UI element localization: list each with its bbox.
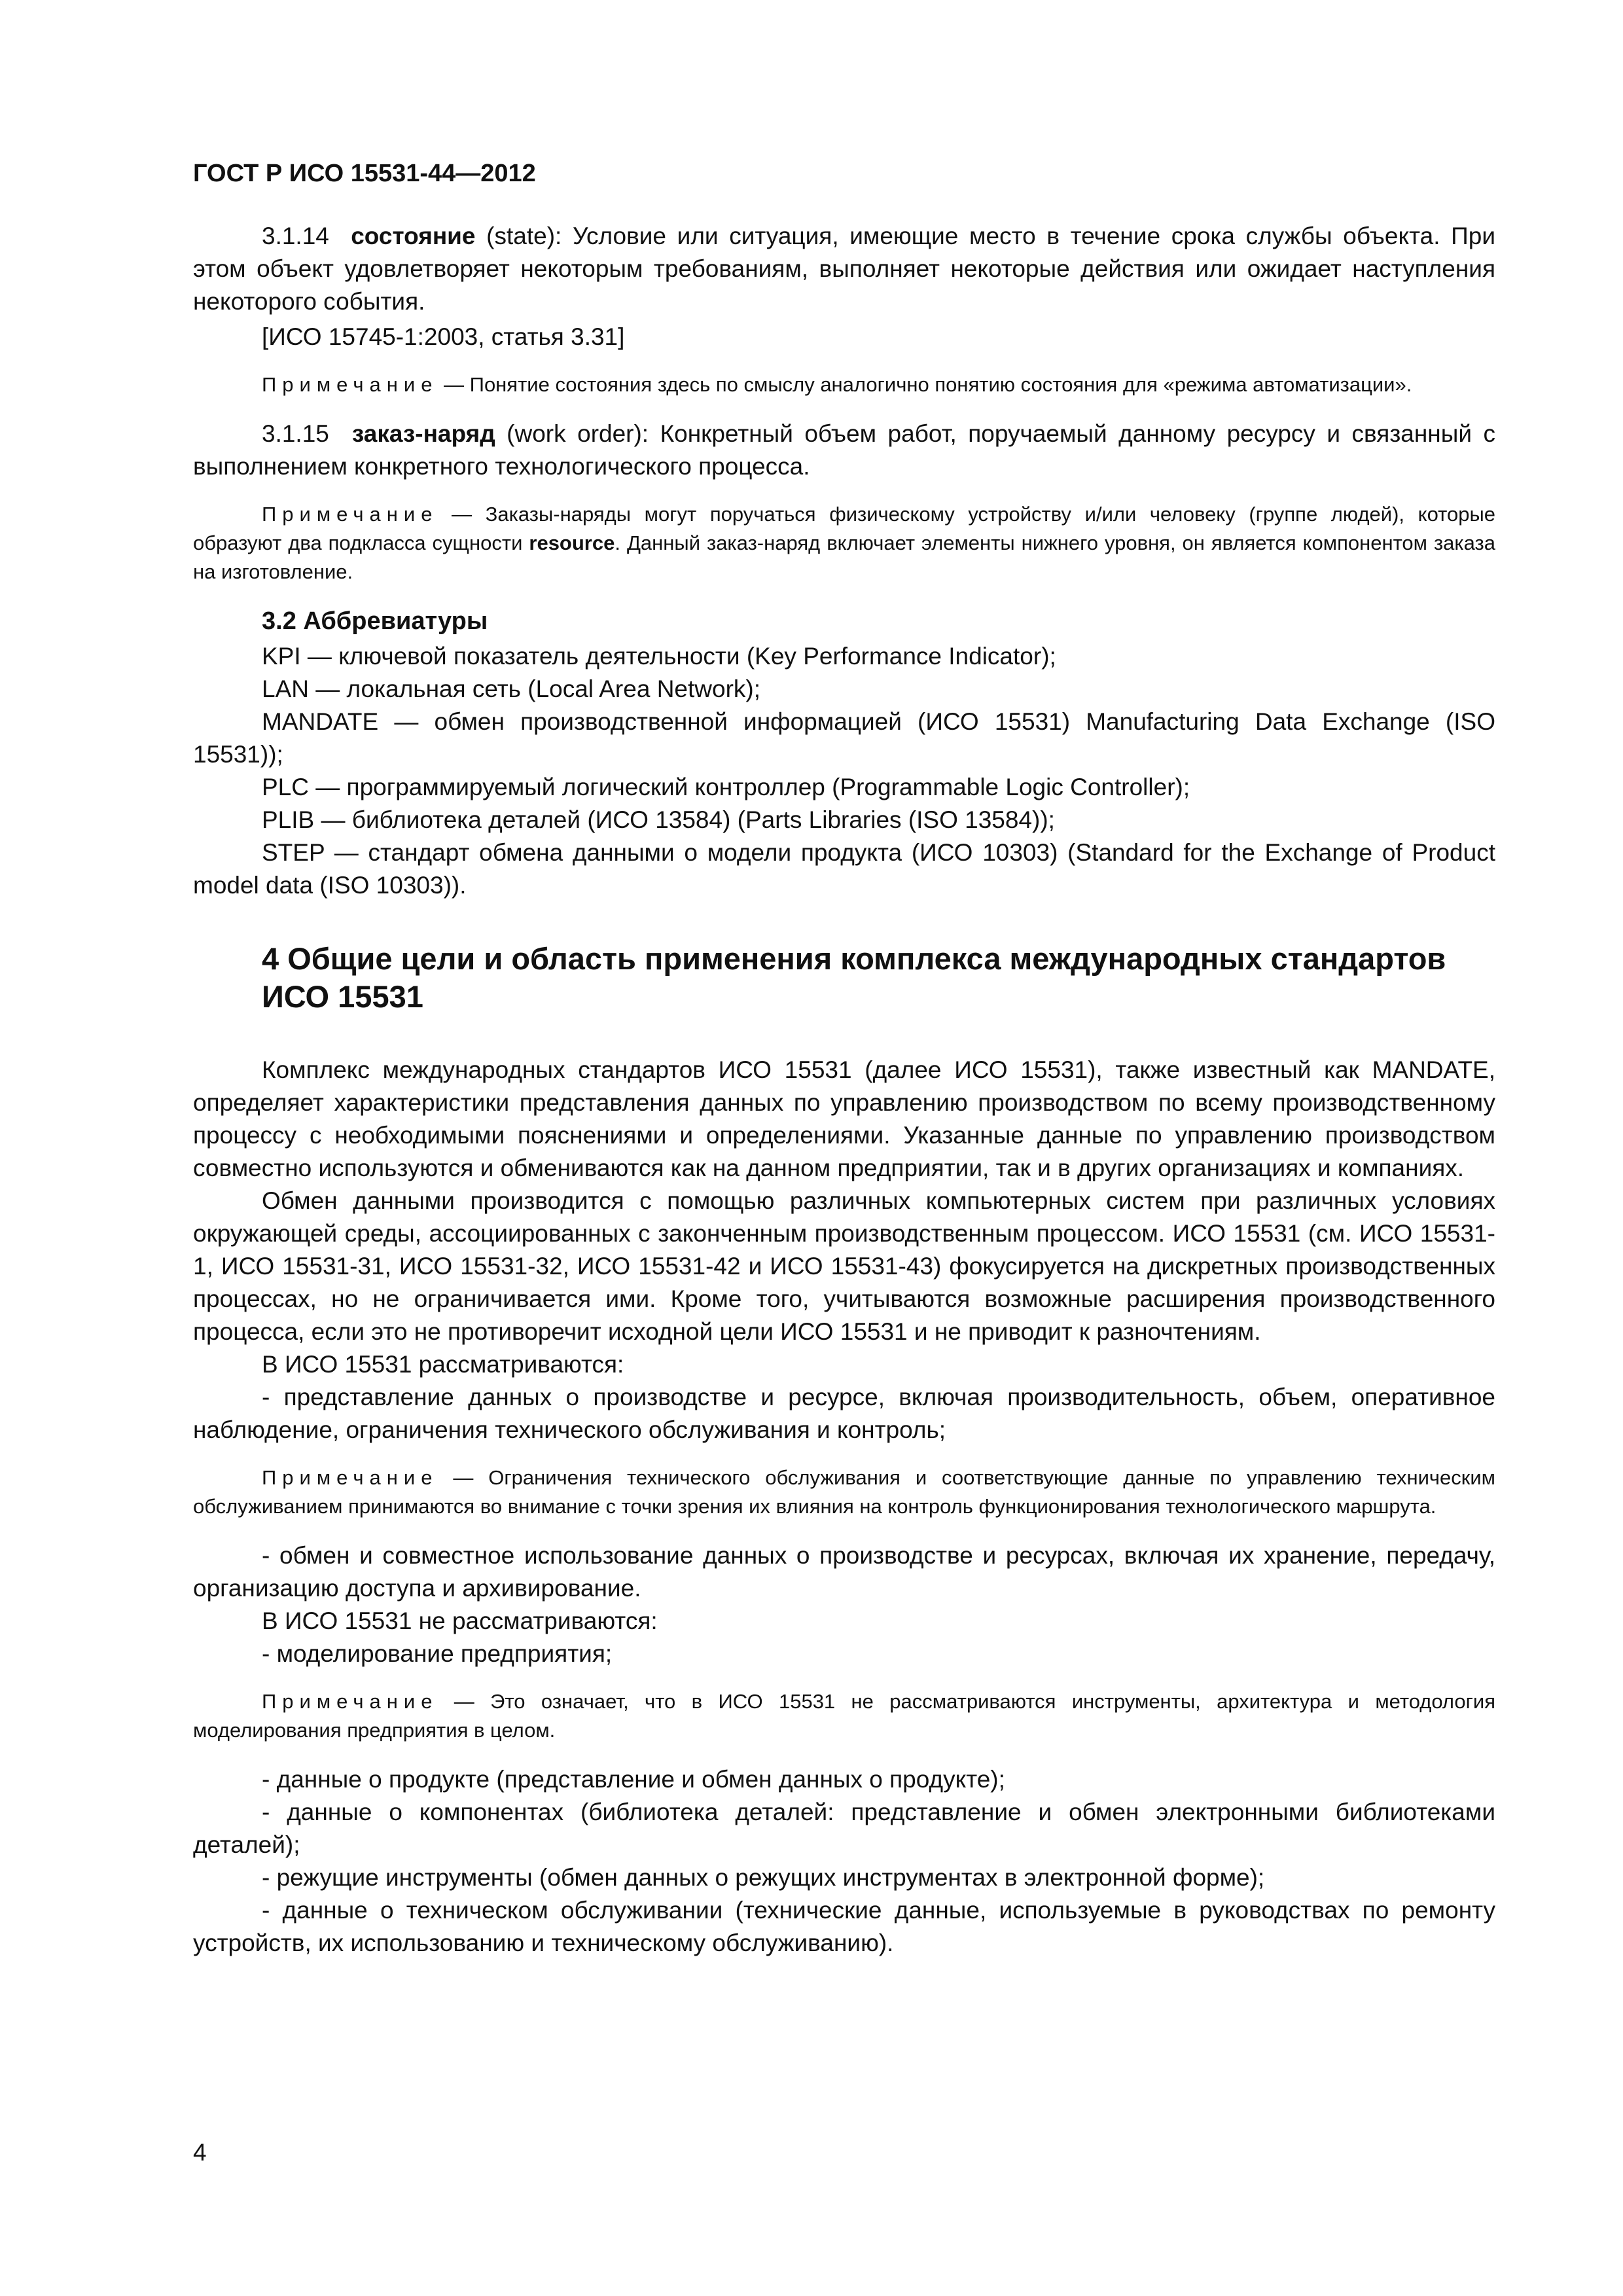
note-text: — Заказы-наряды могут поручаться физическому устройству и/или человеку (группе людей), которые образуют два подкласса сущности (193, 503, 1495, 554)
list-item: - данные о техническом обслуживании (технические данные, используемые в руководствах по ремонту устройств, их использованию и техническому обслуживанию). (193, 1897, 1495, 1956)
note-keyword: resource (529, 531, 615, 554)
note-3-1-14 (193, 370, 1495, 399)
note (193, 1687, 1495, 1745)
subsection-title: 3.2 Аббревиатуры (262, 607, 488, 635)
list-item: - моделирование предприятия; (262, 1640, 613, 1667)
clause-text: (state): Условие или ситуация, имеющие место в течение срока службы объекта. При этом объект удовлетворяет некоторым требованиям, выполняет некоторые действия или ожидает наступления некоторого события. (193, 223, 1495, 315)
page-number: 4 (193, 2139, 207, 2166)
note-text-end: . Данный заказ-наряд включает элементы нижнего уровня, он является компонентом заказа на изготовление. (193, 531, 1496, 583)
clause-reference: [ИСО 15745-1:2003, статья 3.31] (262, 323, 625, 350)
term-state: состояние (351, 223, 476, 249)
abbreviation-item: PLC — программируемый логический контроллер (Programmable Logic Controller); (262, 774, 1190, 800)
abbreviation-item: STEP — стандарт обмена данными о модели продукта (ИСО 10303) (Standard for the Exchange of Product model data (ISO 10303)). (193, 839, 1495, 899)
note (193, 1463, 1495, 1521)
clause-3-1-14 (193, 220, 1495, 318)
note-text: — Это означает, что в ИСО 15531 не рассматриваются инструменты, архитектура и методология моделирования предприятия в целом. (193, 1690, 1495, 1742)
list-item: - режущие инструменты (обмен данных о режущих инструментах в электронной форме); (262, 1864, 1265, 1891)
clause-text: (work order): Конкретный объем работ, поручаемый данному ресурсу и связанный с выполнением конкретного технологического процесса. (193, 420, 1495, 480)
note-label: Примечание (262, 373, 438, 396)
clause-number: 3.1.14 (262, 223, 329, 249)
paragraph: Комплекс международных стандартов ИСО 15531 (далее ИСО 15531), также известный как MANDATE, определяет характеристики представления данных по управлению производством по всему производственному процессу с необходимыми пояснениями и определениями. Указанные данные по управлению производством совместно используются и обмениваются как на данном предприятии, так и в других организациях и компаниях. (193, 1056, 1495, 1181)
note-text: — Ограничения технического обслуживания и соответствующие данные по управлению техническим обслуживанием принимаются во внимание с точки зрения их влияния на контроль функционирования технологического маршрута. (193, 1466, 1495, 1518)
term-work-order: заказ-наряд (351, 420, 495, 447)
clause-number: 3.1.15 (262, 420, 329, 447)
abbreviation-item: KPI — ключевой показатель деятельности (Key Performance Indicator); (262, 643, 1056, 670)
abbreviation-item: LAN — локальная сеть (Local Area Network); (262, 675, 760, 702)
clause-3-1-15 (193, 418, 1495, 483)
document-page (193, 157, 1495, 1960)
abbreviation-item: MANDATE — обмен производственной информацией (ИСО 15531) Manufacturing Data Exchange (ISO 15531)); (193, 708, 1495, 768)
note-text: — Понятие состояния здесь по смыслу аналогично понятию состояния для «режима автоматизации». (438, 373, 1412, 396)
list-item: - представление данных о производстве и ресурсе, включая производительность, объем, оперативное наблюдение, ограничения технического обслуживания и контроль; (193, 1384, 1495, 1443)
list-item: - данные о компонентах (библиотека деталей: представление и обмен электронными библиотеками деталей); (193, 1799, 1495, 1858)
note-label: Примечание (262, 1690, 438, 1713)
paragraph: Обмен данными производится с помощью различных компьютерных систем при различных условиях окружающей среды, ассоциированных с законченным производственным процессом. ИСО 15531 (см. ИСО 15531-1, ИСО 15531-31, ИСО 15531-32, ИСО 15531-42 и ИСО 15531-43) фокусируется на дискретных производственных процессах, но не ограничивается ими. Кроме того, учитываются возможные расширения производственного процесса, если это не противоречит исходной цели ИСО 15531 и не приводит к разночтениям. (193, 1187, 1495, 1345)
note-label: Примечание (262, 1466, 438, 1489)
list-item: - обмен и совместное использование данных о производстве и ресурсах, включая их хранение, передачу, организацию доступа и архивирование. (193, 1542, 1495, 1602)
note-label: Примечание (262, 503, 438, 526)
paragraph: В ИСО 15531 не рассматриваются: (262, 1607, 658, 1634)
document-header: ГОСТ Р ИСО 15531-44—2012 (193, 160, 536, 187)
paragraph: В ИСО 15531 рассматриваются: (262, 1351, 624, 1378)
abbreviation-item: PLIB — библиотека деталей (ИСО 13584) (Parts Libraries (ISO 13584)); (262, 806, 1055, 833)
section-title: 4 Общие цели и область применения комплекса международных стандартов ИСО 15531 (262, 941, 1446, 1014)
note-3-1-15 (193, 500, 1495, 586)
list-item: - данные о продукте (представление и обмен данных о продукте); (262, 1766, 1005, 1793)
